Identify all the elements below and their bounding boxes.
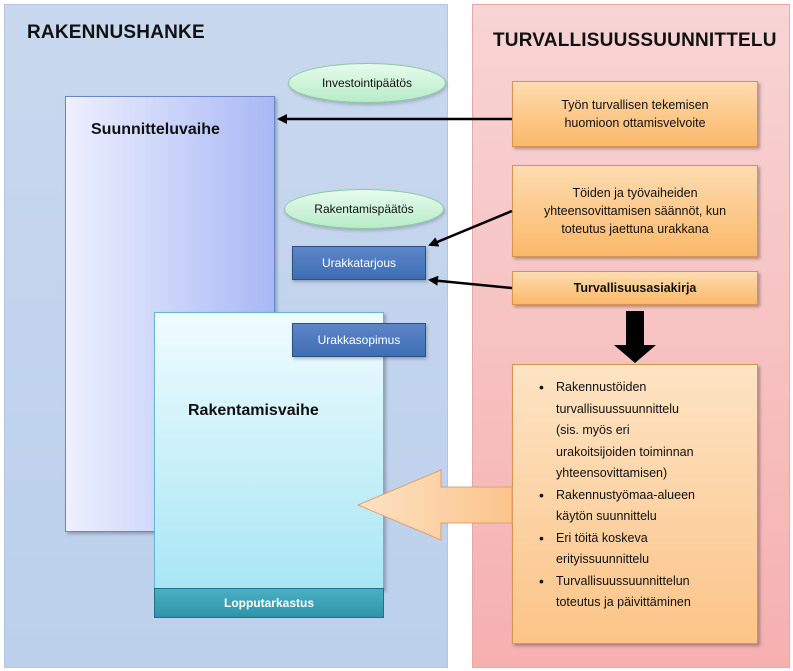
safety-plan-list-box: [512, 364, 758, 644]
contract-box: Urakkasopimus: [292, 323, 426, 357]
tender-box: Urakkatarjous: [292, 246, 426, 280]
coordination-line-1: Töiden ja työvaiheiden: [572, 186, 698, 200]
coordination-line-3: toteutus jaettuna urakkana: [561, 222, 709, 236]
construction-decision-oval: Rakentamispäätös: [284, 189, 444, 229]
investment-decision-oval: Investointipäätös: [288, 63, 446, 103]
obligation-line-1: Työn turvallisen tekemisen: [561, 98, 709, 112]
list-item: • Eri töitä koskeva erityissuunnittelu: [539, 528, 749, 571]
coordination-rules-box: [512, 165, 758, 257]
obligation-line-2: huomioon ottamisvelvoite: [564, 116, 706, 130]
construction-phase-label: Rakentamisvaihe: [188, 402, 319, 419]
coordination-line-2: yhteensovittamisen säännöt, kun: [543, 204, 727, 218]
project-panel-title: RAKENNUSHANKE: [27, 22, 205, 43]
safety-panel-title: TURVALLISUUSSUUNNITTELU: [493, 30, 777, 51]
final-inspection-box: Lopputarkastus: [154, 588, 384, 618]
list-item: • Turvallisuussuunnittelun toteutus ja päivittäminen: [539, 571, 749, 614]
obligation-box: [512, 81, 758, 147]
safety-plan-list: [539, 377, 749, 614]
safety-document-box: Turvallisuusasiakirja: [512, 271, 758, 305]
list-item: • Rakennustöiden turvallisuussuunnittelu (sis. myös eri urakoitsijoiden toiminnan yhteensovittamisen): [539, 377, 749, 485]
list-item: • Rakennustyömaa-alueen käytön suunnittelu: [539, 485, 749, 528]
planning-phase-label: Suunnitteluvaihe: [91, 121, 220, 138]
